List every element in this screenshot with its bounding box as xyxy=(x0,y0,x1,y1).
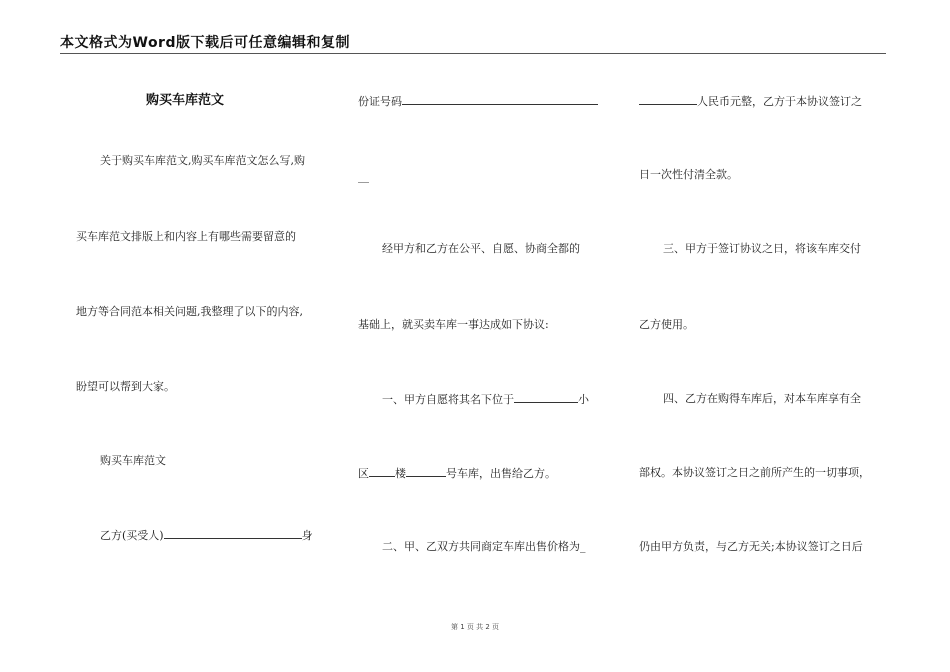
agreement-line-2: 基础上，就买卖车库一事达成如下协议: xyxy=(358,318,549,331)
price-text: 人民币元整，乙方于本协议签订之 xyxy=(697,95,862,108)
article-1-line-2 xyxy=(358,466,556,481)
party-b-tail: 身 xyxy=(301,529,313,542)
district-label: 区 xyxy=(358,467,369,480)
section-subtitle: 购买车库范文 xyxy=(100,454,166,467)
article-3-line-2: 乙方使用。 xyxy=(639,318,694,331)
district-blank xyxy=(369,466,395,477)
party-b-blank xyxy=(164,528,302,539)
party-b-line xyxy=(100,528,313,543)
id-continuation: __ xyxy=(358,170,369,183)
price-blank xyxy=(639,94,697,105)
building-blank xyxy=(406,466,446,477)
id-number-line xyxy=(358,94,598,109)
article-1-line-1 xyxy=(382,392,589,407)
article-1-text: 一、甲方自愿将其名下位于 xyxy=(382,393,514,406)
article-2-line-1: 二、甲、乙双方共同商定车库出售价格为_ xyxy=(382,540,586,553)
page-number-footer: 第 1 页 共 2 页 xyxy=(450,623,500,631)
article-4-line-1: 四、乙方在购得车库后，对本车库享有全 xyxy=(663,392,861,405)
location-blank xyxy=(514,392,578,403)
party-b-label: 乙方(买受人) xyxy=(100,529,164,542)
article-4-line-3: 仍由甲方负责，与乙方无关;本协议签订之日后 xyxy=(639,540,863,553)
article-2-line-2 xyxy=(639,94,862,109)
article-1-tail: 小 xyxy=(578,393,589,406)
agreement-line-1: 经甲方和乙方在公平、自愿、协商全都的 xyxy=(382,242,580,255)
article-4-line-2: 部权。本协议签订之日之前所产生的一切事项， xyxy=(639,466,870,479)
header-divider xyxy=(60,53,886,54)
garage-number-text: 号车库，出售给乙方。 xyxy=(446,467,556,480)
intro-line-1: 关于购买车库范文,购买车库范文怎么写,购 xyxy=(100,154,305,167)
intro-line-4: 盼望可以帮到大家。 xyxy=(76,380,175,393)
article-2-line-3: 日一次性付清全款。 xyxy=(639,168,738,181)
id-number-blank xyxy=(402,94,598,105)
document-title: 购买车库范文 xyxy=(146,93,225,108)
building-label: 楼 xyxy=(395,467,406,480)
intro-line-2: 买车库范文排版上和内容上有哪些需要留意的 xyxy=(76,230,296,243)
document-header: 本文格式为Word版下载后可任意编辑和复制 xyxy=(60,35,350,51)
intro-line-3: 地方等合同范本相关问题,我整理了以下的内容, xyxy=(76,305,303,318)
id-number-label: 份证号码 xyxy=(358,95,402,108)
article-3-line-1: 三、甲方于签订协议之日，将该车库交付 xyxy=(663,242,861,255)
